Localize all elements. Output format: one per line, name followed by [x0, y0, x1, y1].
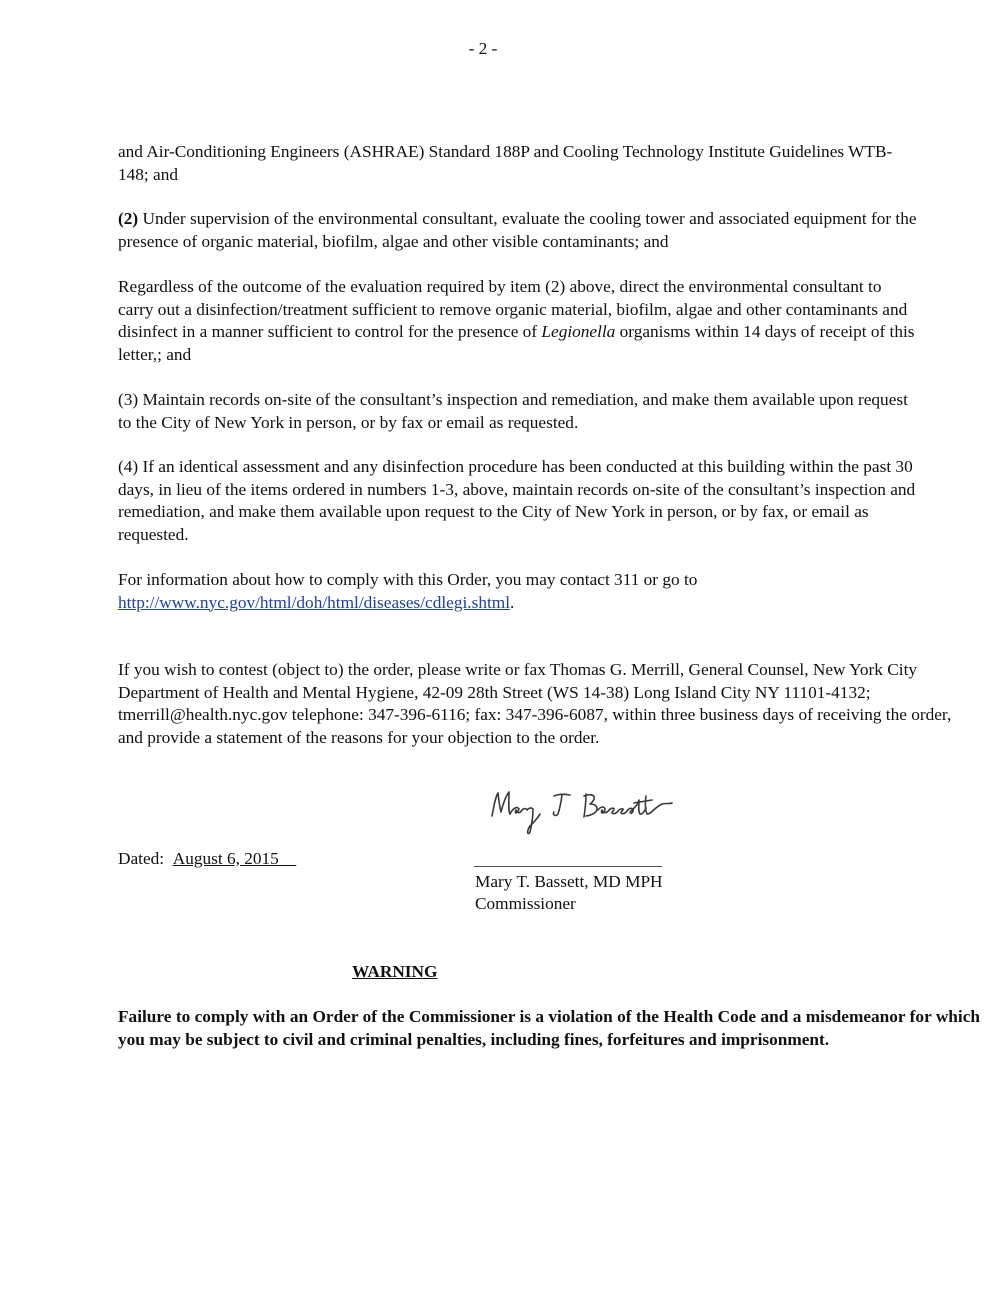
warning-heading: WARNING	[352, 962, 438, 981]
signature-line	[474, 866, 662, 867]
handwritten-signature	[486, 784, 676, 840]
item-number: (2)	[118, 209, 139, 228]
dated-line	[118, 848, 296, 871]
signer-title: Commissioner	[475, 894, 576, 913]
paragraph-item-2	[118, 208, 918, 253]
paragraph-item-3	[118, 389, 918, 434]
warning-body	[58, 1006, 980, 1051]
paragraph-text: Under supervision of the environmental consultant, evaluate the cooling tower and associated equipment for the presence of organic material, biofilm, algae and other visible contaminants; and	[118, 209, 917, 251]
paragraph-text-end: organisms within 14 days of receipt of this letter,; and	[118, 322, 915, 364]
paragraph-text: (3) Maintain records on-site of the consultant’s inspection and remediation, and make them available upon request to the City of New York in person, or by fax or email as requested.	[118, 390, 908, 432]
paragraph-contest-order	[58, 659, 978, 749]
paragraph-text-end: .	[510, 592, 515, 612]
paragraph-ashrae-continuation	[118, 141, 918, 186]
paragraph-text: If you wish to contest (object to) the order, please write or fax Thomas G. Merrill, General Counsel, New York City Department of Health and Mental Hygiene, 42-09 28th Street (WS 14-38) Long Island City NY 11101-4132; tmerrill@health.nyc.gov telephone: 347-396-6116; fax: 347-396-6087, within three business days of receiving the order, and provide a statement of the reasons for your objection to the order.	[118, 660, 952, 747]
paragraph-text: Regardless of the outcome of the evaluation required by item (2) above, direct the environmental consultant to carry out a disinfection/treatment sufficient to remove organic material, biofilm, algae and other contaminants and disinfect in a manner sufficient to control for the presence of	[118, 277, 908, 341]
paragraph-text: (4) If an identical assessment and any disinfection procedure has been conducted at this building within the past 30 days, in lieu of the items ordered in numbers 1-3, above, maintain records on-site of the consultant’s inspection and remediation, and make them available upon request to the City of New York in person, or by fax, or email as requested.	[118, 457, 916, 544]
signer-name: Mary T. Bassett, MD MPH	[475, 872, 663, 891]
paragraph-text: and Air-Conditioning Engineers (ASHRAE) Standard 188P and Cooling Technology Institute Guidelines WTB-148; and	[118, 142, 893, 184]
paragraph-compliance-info	[58, 569, 978, 614]
dated-value: August 6, 2015__	[172, 849, 297, 868]
paragraph-disinfection	[118, 276, 918, 366]
warning-text: Failure to comply with an Order of the Commissioner is a violation of the Health Code and a misdemeanor for which you may be subject to civil and criminal penalties, including fines, forfeitures and imprisonment.	[118, 1007, 980, 1049]
paragraph-text: For information about how to comply with this Order, you may contact 311 or go to	[118, 570, 698, 589]
cdlegi-link[interactable]: http://www.nyc.gov/html/doh/html/diseases/cdlegi.shtml	[118, 592, 511, 612]
page-number: - 2 -	[468, 39, 498, 58]
paragraph-item-4	[118, 456, 918, 546]
legionella-term: Legionella	[541, 322, 616, 341]
dated-label: Dated:	[118, 849, 165, 868]
